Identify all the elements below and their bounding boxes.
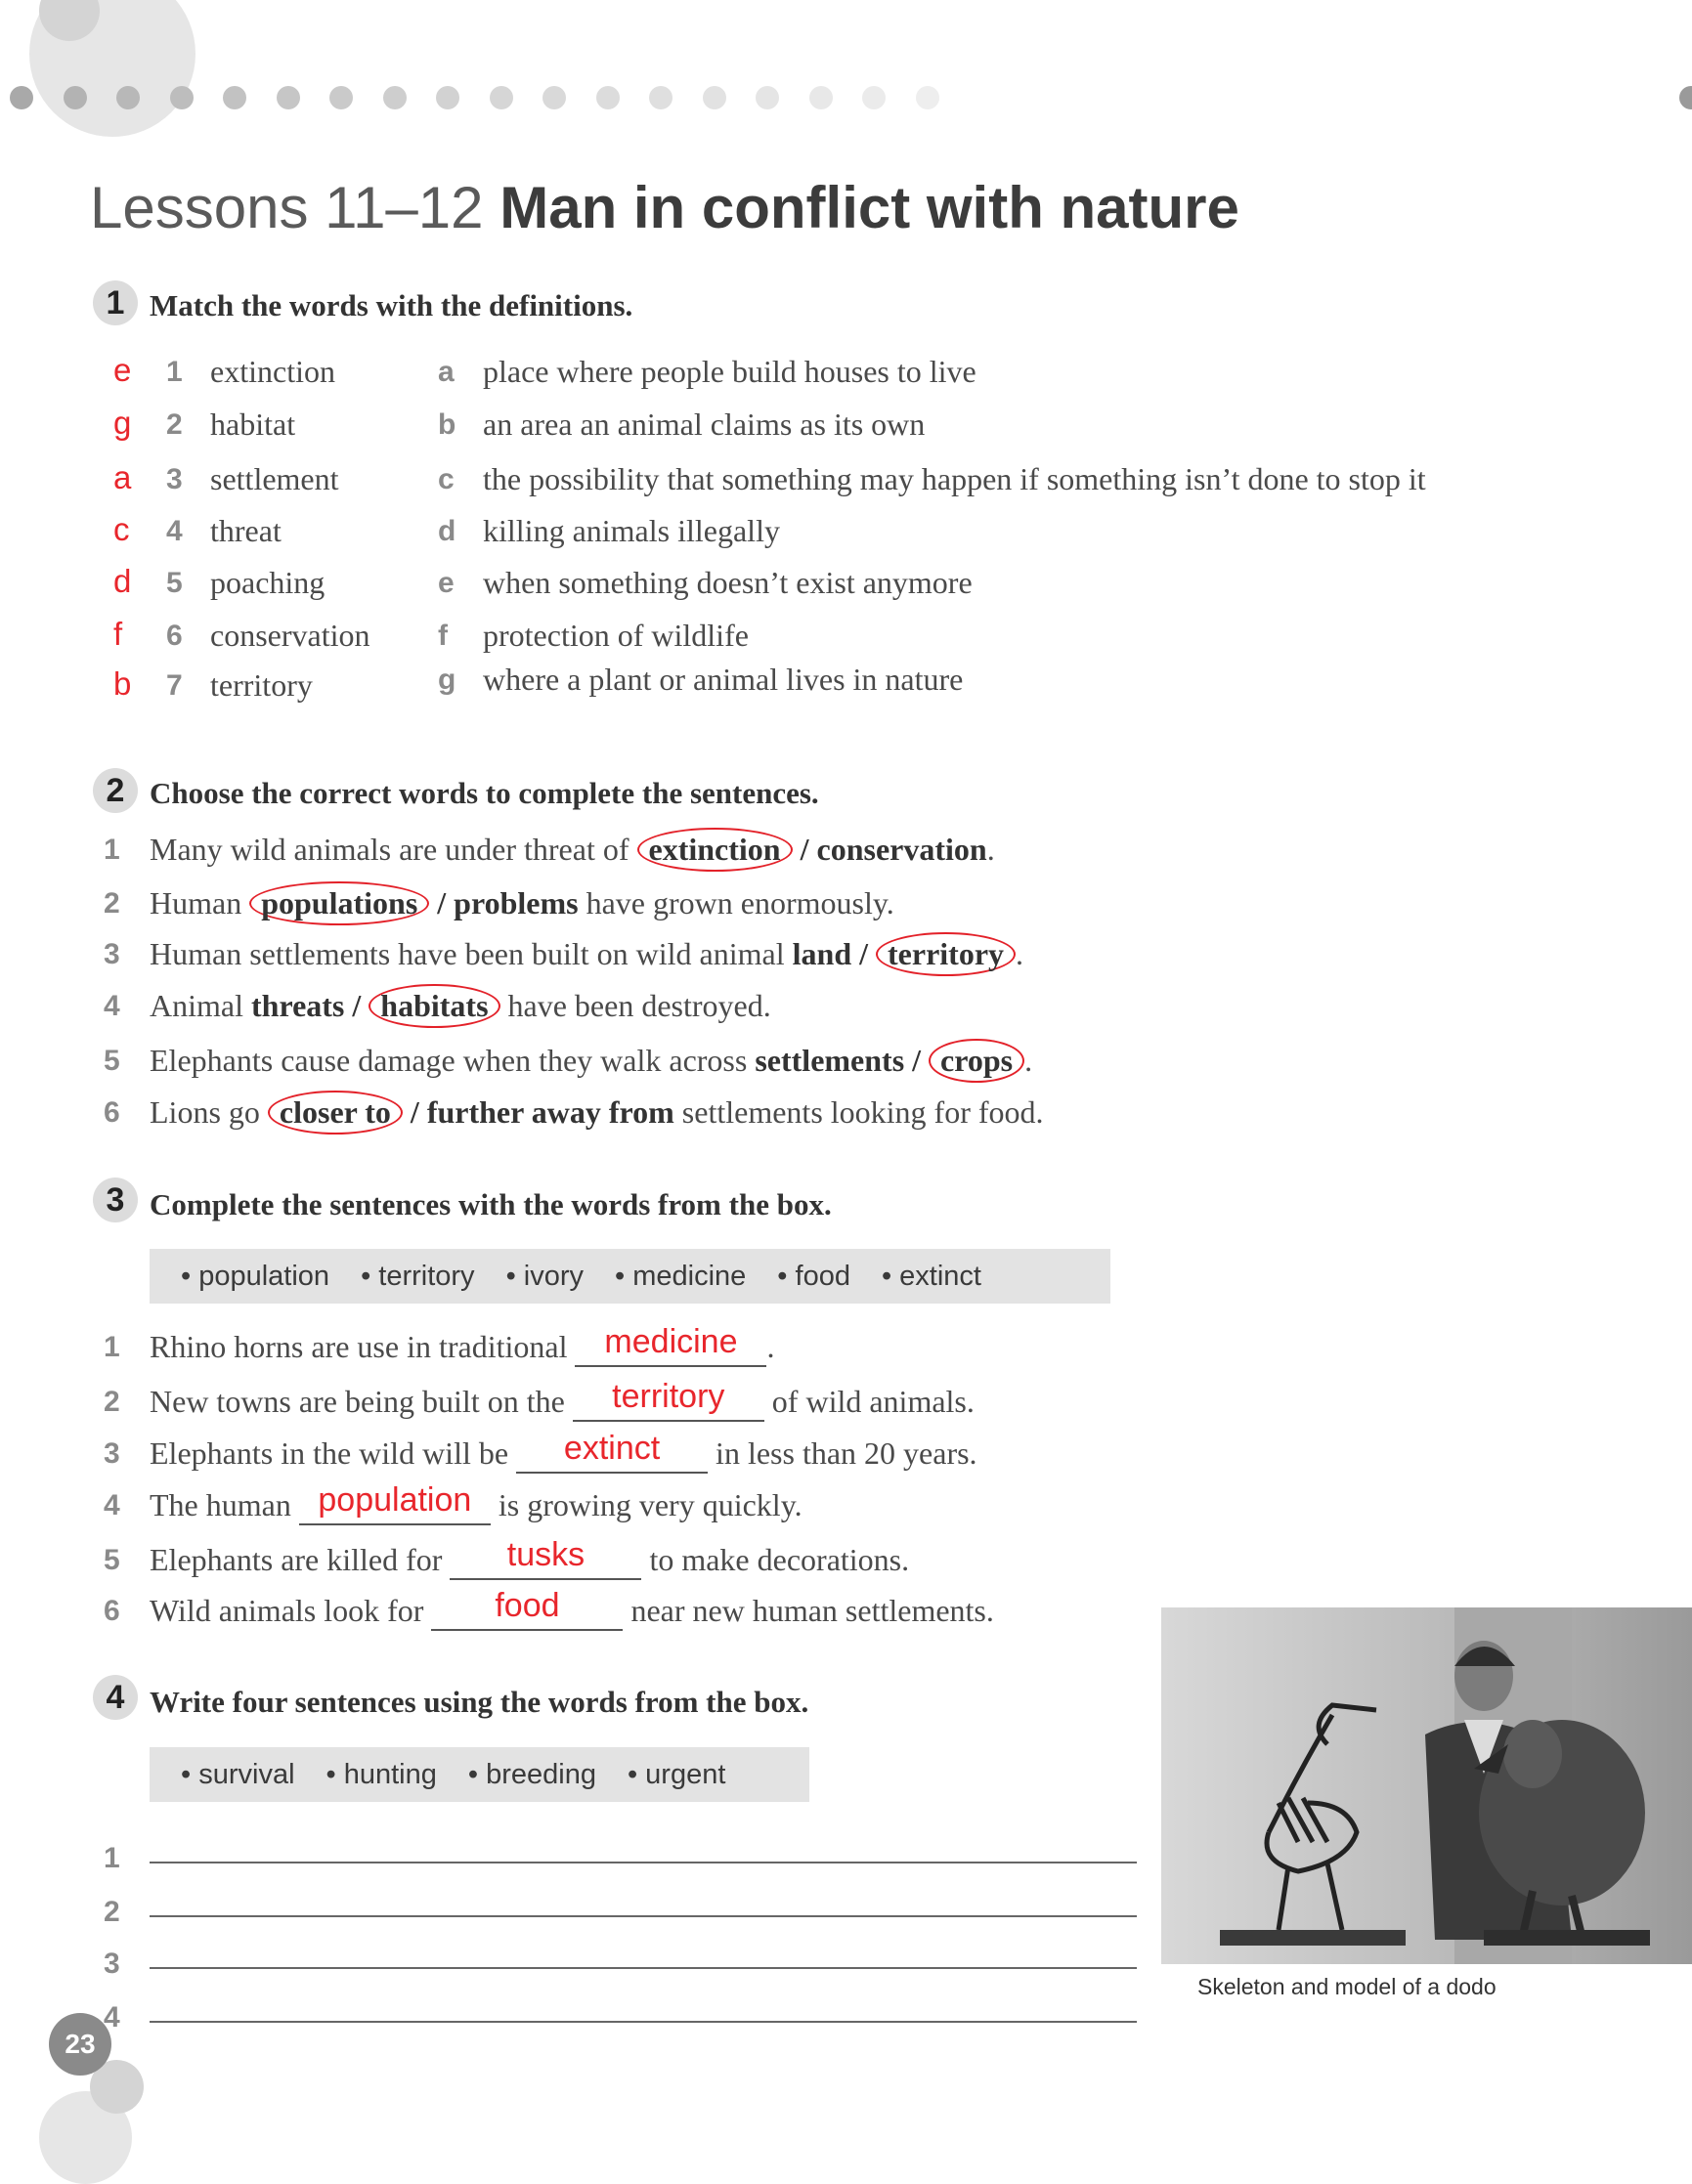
ex2-option-separator: / (429, 885, 455, 921)
ex2-option-1[interactable]: land (792, 936, 852, 971)
decorative-dot (10, 86, 33, 109)
ex1-definition-letter: g (438, 664, 456, 696)
sentence-text: in less than 20 years. (708, 1435, 977, 1471)
ex1-word-number: 6 (166, 620, 183, 652)
ex3-sentence (150, 1587, 994, 1631)
exercise-4-word-box (150, 1747, 809, 1802)
lesson-label: Lessons 11–12 (90, 175, 484, 240)
decorative-dot (916, 86, 939, 109)
lesson-title: Man in conflict with nature (499, 175, 1239, 240)
sentence-text: near new human settlements. (623, 1593, 994, 1628)
ex2-option-separator: / (851, 936, 876, 971)
ex2-sentence (150, 832, 995, 868)
decorative-dot (223, 86, 246, 109)
ex1-definition: killing animals illegally (483, 513, 780, 548)
ex1-definition-letter: b (438, 408, 456, 441)
ex1-definition: the possibility that something may happen if something isn’t done to stop it (483, 461, 1426, 496)
ex1-word: conservation (210, 618, 370, 653)
ex2-sentence (150, 988, 771, 1024)
ex1-word: poaching (210, 565, 325, 600)
page-title (90, 174, 1239, 241)
ex2-option-2[interactable]: territory (876, 932, 1016, 976)
box-word: • ivory (505, 1260, 585, 1292)
ex2-option-1[interactable]: closer to (268, 1091, 403, 1135)
ex2-sentence (150, 1094, 1044, 1131)
ex3-sentence-number: 3 (104, 1437, 120, 1470)
decorative-dot (703, 86, 726, 109)
sentence-text: Elephants are killed for (150, 1542, 451, 1577)
ex4-line-number: 3 (104, 1948, 120, 1980)
sentence-text: settlements looking for food. (673, 1094, 1044, 1130)
ex1-answer[interactable]: f (113, 616, 123, 652)
decorative-dot (542, 86, 566, 109)
ex3-answer-blank[interactable] (299, 1481, 491, 1525)
ex4-writing-line[interactable] (150, 2021, 1137, 2023)
box-word: • food (777, 1260, 850, 1292)
exercise-4-instruction: Write four sentences using the words from the box. (150, 1685, 809, 1719)
decorative-dot (756, 86, 779, 109)
exercise-1-instruction: Match the words with the definitions. (150, 288, 633, 322)
decorative-dot (809, 86, 833, 109)
sentence-text: have been destroyed. (499, 988, 771, 1023)
ex1-word-number: 5 (166, 567, 183, 599)
sentence-text: Lions go (150, 1094, 268, 1130)
box-word: • extinct (881, 1260, 981, 1292)
ex1-answer[interactable]: c (113, 511, 130, 547)
ex3-answer: medicine (604, 1323, 738, 1360)
ex2-option-2[interactable]: conservation (816, 832, 987, 867)
ex2-option-2[interactable]: further away from (426, 1094, 674, 1130)
ex1-word: settlement (210, 461, 339, 496)
ex3-answer-blank[interactable] (573, 1378, 764, 1422)
ex1-answer[interactable]: a (113, 459, 132, 495)
exercise-3-word-box (150, 1249, 1110, 1304)
ex3-answer: extinct (563, 1430, 661, 1467)
ex4-writing-line[interactable] (150, 1915, 1137, 1917)
box-word: • breeding (467, 1758, 596, 1790)
ex3-sentence-number: 2 (104, 1386, 120, 1418)
decorative-dot (596, 86, 620, 109)
sentence-text: Wild animals look for (150, 1593, 432, 1628)
ex4-line-number: 2 (104, 1896, 120, 1928)
ex1-answer[interactable]: g (113, 405, 132, 441)
exercise-4-number: 4 (93, 1675, 138, 1720)
decorative-dot-edge (1679, 86, 1692, 109)
ex3-sentence (150, 1536, 910, 1580)
ex3-sentence-number: 4 (104, 1489, 120, 1521)
exercise-2-number: 2 (93, 768, 138, 813)
sentence-text: Rhino horns are use in traditional (150, 1329, 576, 1364)
ex2-sentence (150, 1043, 1032, 1079)
sentence-text: to make decorations. (641, 1542, 910, 1577)
ex1-answer[interactable]: b (113, 665, 132, 702)
ex1-word: threat (210, 513, 282, 548)
decorative-dot (329, 86, 353, 109)
ex2-option-separator: / (904, 1043, 930, 1078)
exercise-3-number: 3 (93, 1178, 138, 1222)
ex3-answer: population (318, 1481, 472, 1519)
ex1-definition: where a plant or animal lives in nature (483, 662, 964, 697)
ex2-sentence (150, 936, 1023, 972)
ex1-word: territory (210, 667, 313, 703)
ex2-sentence-number: 4 (104, 990, 120, 1022)
ex2-option-separator: / (344, 988, 369, 1023)
ex2-sentence-number: 3 (104, 938, 120, 970)
ex1-answer[interactable]: d (113, 563, 132, 599)
box-word: • territory (361, 1260, 475, 1292)
decorative-dot (649, 86, 672, 109)
box-word: • population (181, 1260, 330, 1292)
ex3-answer-blank[interactable] (516, 1430, 708, 1474)
dodo-photo (1161, 1607, 1692, 1964)
ex3-sentence (150, 1323, 775, 1367)
sentence-text: Elephants in the wild will be (150, 1435, 517, 1471)
ex3-answer: tusks (506, 1536, 586, 1573)
ex1-word-number: 1 (166, 356, 183, 388)
ex4-line-number: 4 (104, 2001, 120, 2034)
ex2-sentence-number: 6 (104, 1096, 120, 1129)
ex1-definition-letter: c (438, 463, 455, 495)
exercise-3-instruction: Complete the sentences with the words from the box. (150, 1187, 832, 1221)
sentence-text: . (1016, 936, 1024, 971)
sentence-text: is growing very quickly. (490, 1487, 803, 1522)
ex1-definition: protection of wildlife (483, 618, 749, 653)
ex1-definition: an area an animal claims as its own (483, 407, 926, 442)
ex3-answer-blank[interactable] (450, 1536, 641, 1580)
ex3-answer: territory (612, 1378, 725, 1415)
ex2-sentence-number: 2 (104, 887, 120, 920)
ex1-definition-letter: a (438, 356, 455, 388)
sentence-text: Human (150, 885, 250, 921)
box-word: • urgent (627, 1758, 726, 1790)
ex2-option-1[interactable]: threats (250, 988, 345, 1023)
ex4-writing-line[interactable] (150, 1967, 1137, 1969)
decorative-dot (862, 86, 886, 109)
box-word: • survival (181, 1758, 295, 1790)
sentence-text: Human settlements have been built on wild animal (150, 936, 793, 971)
ex1-definition: when something doesn’t exist anymore (483, 565, 973, 600)
box-word: • medicine (615, 1260, 747, 1292)
ex2-option-2[interactable]: crops (929, 1039, 1024, 1083)
ex2-sentence-number: 1 (104, 834, 120, 866)
ex1-answer[interactable]: e (113, 352, 132, 388)
box-word: • hunting (325, 1758, 437, 1790)
ex2-option-1[interactable]: extinction (637, 828, 793, 872)
ex1-word-number: 4 (166, 515, 183, 547)
ex1-definition-letter: d (438, 515, 456, 547)
ex2-sentence-number: 5 (104, 1045, 120, 1077)
decorative-dot (383, 86, 407, 109)
ex2-option-2[interactable]: problems (454, 885, 579, 921)
sentence-text: The human (150, 1487, 299, 1522)
ex1-definition-letter: e (438, 567, 455, 599)
dodo-illustration (1161, 1607, 1692, 1964)
decorative-dot (277, 86, 300, 109)
ex3-sentence-number: 1 (104, 1331, 120, 1363)
decorative-dot (170, 86, 194, 109)
page-number: 23 (49, 2013, 111, 2076)
ex4-writing-line[interactable] (150, 1862, 1137, 1863)
sentence-text: . (1024, 1043, 1033, 1078)
ex1-word-number: 7 (166, 669, 183, 702)
ex3-answer: food (495, 1587, 560, 1624)
sentence-text: Animal (150, 988, 251, 1023)
decorative-dot (64, 86, 87, 109)
ex1-definition: place where people build houses to live (483, 354, 976, 389)
ex2-option-1[interactable]: populations (249, 881, 429, 925)
ex1-word-number: 3 (166, 463, 183, 495)
photo-caption: Skeleton and model of a dodo (1197, 1974, 1497, 1999)
sentence-text: . (766, 1329, 775, 1364)
sentence-text: . (986, 832, 995, 867)
exercise-2-instruction: Choose the correct words to complete the sentences. (150, 776, 819, 810)
ex1-definition-letter: f (438, 620, 448, 652)
ex3-answer-blank[interactable] (431, 1587, 623, 1631)
sentence-text: of wild animals. (763, 1384, 975, 1419)
sentence-text: New towns are being built on the (150, 1384, 573, 1419)
ex2-option-2[interactable]: habitats (369, 984, 499, 1028)
decorative-dot (490, 86, 513, 109)
ex1-word: extinction (210, 354, 335, 389)
ex2-option-1[interactable]: settlements (755, 1043, 905, 1078)
ex3-answer-blank[interactable] (575, 1323, 766, 1367)
exercise-1-number: 1 (93, 280, 138, 325)
sentence-text: Elephants cause damage when they walk across (150, 1043, 756, 1078)
ex3-sentence (150, 1378, 975, 1422)
ex3-sentence-number: 6 (104, 1595, 120, 1627)
ex1-word-number: 2 (166, 408, 183, 441)
decorative-dot (116, 86, 140, 109)
sentence-text: have grown enormously. (578, 885, 894, 921)
ex2-option-separator: / (792, 832, 817, 867)
ex1-word: habitat (210, 407, 296, 442)
sentence-text: Many wild animals are under threat of (150, 832, 637, 867)
ex2-option-separator: / (402, 1094, 427, 1130)
ex3-sentence-number: 5 (104, 1544, 120, 1576)
decorative-dot (436, 86, 459, 109)
ex2-sentence (150, 885, 894, 921)
ex4-line-number: 1 (104, 1842, 120, 1874)
ex3-sentence (150, 1481, 803, 1525)
ex3-sentence (150, 1430, 977, 1474)
